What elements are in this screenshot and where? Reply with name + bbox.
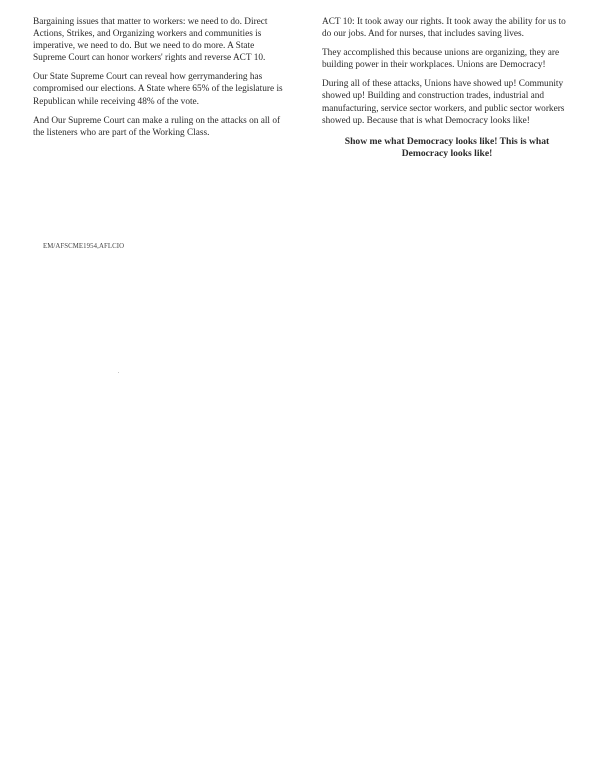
paragraph-unions-showed-up: During all of these attacks, Unions have showed up! Community showed up! Building and construction trades, industrial and manufacturing, service sector workers, and public sector workers showed up. Because that is what Democracy looks like! [322, 79, 565, 126]
paragraph-unions-democracy: They accomplished this because unions are organizing, they are building power in their workplaces. Unions are Democracy! [322, 48, 560, 71]
right-column [322, 16, 572, 161]
paragraph-act-10: ACT 10: It took away our rights. It took away the ability for us to do our jobs. And for nurses, that includes saving lives. [322, 17, 566, 40]
paragraph-bargaining-issues: Bargaining issues that matter to workers: we need to do. Direct Actions, Strikes, and Organizing workers and communities is imperative, we need to do. But we need to do more. A State Supreme Court can honor workers' rights and reverse ACT 10. [33, 17, 268, 64]
closing-statement: Show me what Democracy looks like! This is what Democracy looks like! [344, 135, 550, 160]
paragraph-gerrymandering: Our State Supreme Court can reveal how gerrymandering has compromised our elections. A State where 65% of the legislature is Republican while receiving 48% of the vote. [33, 72, 283, 107]
union-code-label: EM/AFSCME1954,AFLCIO [43, 243, 125, 250]
left-column [33, 16, 288, 146]
scan-speck [118, 372, 119, 373]
paragraph-working-class: And Our Supreme Court can make a ruling on the attacks on all of the listeners who are part of the Working Class. [33, 115, 281, 138]
